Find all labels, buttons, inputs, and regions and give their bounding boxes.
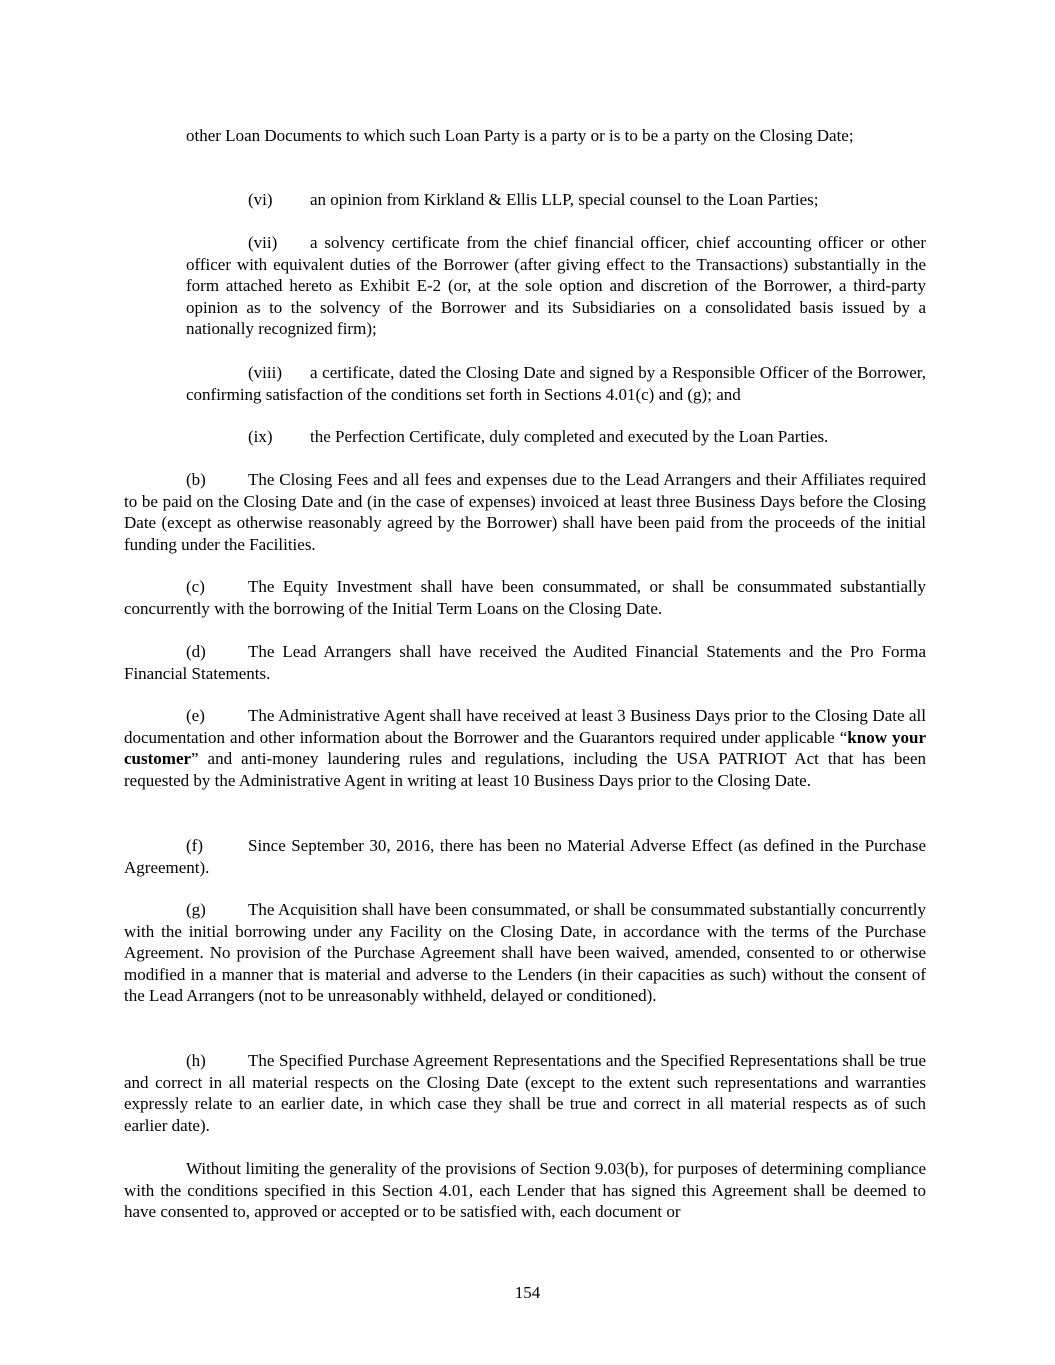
clause-text: The Administrative Agent shall have received at least 3 Business Days prior to the Closing Date all documentation and other information about the Borrower and the Guarantors required under applicable “ [124, 706, 926, 747]
clause-number: (ix) [248, 427, 273, 446]
clause-number: (f) [186, 836, 203, 855]
clause-number: (e) [186, 706, 205, 725]
clause-e [124, 705, 926, 791]
paragraph-text: Without limiting the generality of the provisions of Section 9.03(b), for purposes of determining compliance with the conditions specified in this Section 4.01, each Lender that has signed this Agreement shall be deemed to have consented to, approved or accepted or to be satisfied with, each document or [124, 1159, 926, 1222]
clause-g [124, 899, 926, 1007]
clause-number: (viii) [248, 363, 282, 382]
clause-text: Since September 30, 2016, there has been no Material Adverse Effect (as defined in the Purchase Agreement). [124, 836, 926, 877]
clause-vi [186, 189, 926, 211]
clause-vii [186, 232, 926, 340]
clause-d [124, 641, 926, 684]
clause-text: the Perfection Certificate, duly completed and executed by the Loan Parties. [310, 427, 829, 446]
clause-number: (g) [186, 900, 206, 919]
clause-text: ” and anti-money laundering rules and regulations, including the USA PATRIOT Act that has been requested by the Administrative Agent in writing at least 10 Business Days prior to the Closing Date. [124, 749, 926, 790]
clause-text: The Closing Fees and all fees and expenses due to the Lead Arrangers and their Affiliates required to be paid on the Closing Date and (in the case of expenses) invoiced at least three Business Days before the Closing Date (except as otherwise reasonably agreed by the Borrower) shall have been paid from the proceeds of the initial funding under the Facilities. [124, 470, 926, 554]
clause-text: The Specified Purchase Agreement Representations and the Specified Representations shall be true and correct in all material respects on the Closing Date (except to the extent such representations and warranties expressly relate to an earlier date, in which case they shall be true and correct in all material respects as of such earlier date). [124, 1051, 926, 1135]
clause-number: (c) [186, 577, 205, 596]
clause-text: an opinion from Kirkland & Ellis LLP, special counsel to the Loan Parties; [310, 190, 819, 209]
clause-text: The Acquisition shall have been consummated, or shall be consummated substantially concurrently with the initial borrowing under any Facility on the Closing Date, in accordance with the terms of the Purchase Agreement. No provision of the Purchase Agreement shall have been waived, amended, consented to or otherwise modified in a manner that is material and adverse to the Lenders (in their capacities as such) without the consent of the Lead Arrangers (not to be unreasonably withheld, delayed or conditioned). [124, 900, 926, 1006]
clause-text: The Lead Arrangers shall have received the Audited Financial Statements and the Pro Forma Financial Statements. [124, 642, 926, 683]
clause-number: (d) [186, 642, 206, 661]
page-number: 154 [514, 1283, 541, 1302]
clause-number: (b) [186, 470, 206, 489]
final-paragraph [124, 1158, 926, 1223]
clause-number: (h) [186, 1051, 206, 1070]
clause-viii [186, 362, 926, 405]
clause-bold-term: know your customer [124, 727, 927, 769]
clause-c [124, 576, 926, 619]
clause-text: a solvency certificate from the chief financial officer, chief accounting officer or other officer with equivalent duties of the Borrower (after giving effect to the Transactions) substantially in the form attached hereto as Exhibit E-2 (or, at the sole option and discretion of the Borrower, a third-party opinion as to the solvency of the Borrower and its Subsidiaries on a consolidated basis issued by a nationally recognized firm); [186, 233, 926, 339]
clause-text: The Equity Investment shall have been consummated, or shall be consummated substantially concurrently with the borrowing of the Initial Term Loans on the Closing Date. [124, 577, 926, 618]
clause-f [124, 835, 926, 878]
clause-number: (vi) [248, 190, 273, 209]
clause-h [124, 1050, 926, 1136]
clause-number: (vii) [248, 233, 278, 252]
clause-ix [186, 426, 926, 448]
clause-b [124, 469, 926, 555]
clause-text: a certificate, dated the Closing Date and signed by a Responsible Officer of the Borrower, confirming satisfaction of the conditions set forth in Sections 4.01(c) and (g); and [186, 363, 926, 404]
paragraph-continuation: other Loan Documents to which such Loan Party is a party or is to be a party on the Closing Date; [186, 126, 854, 145]
